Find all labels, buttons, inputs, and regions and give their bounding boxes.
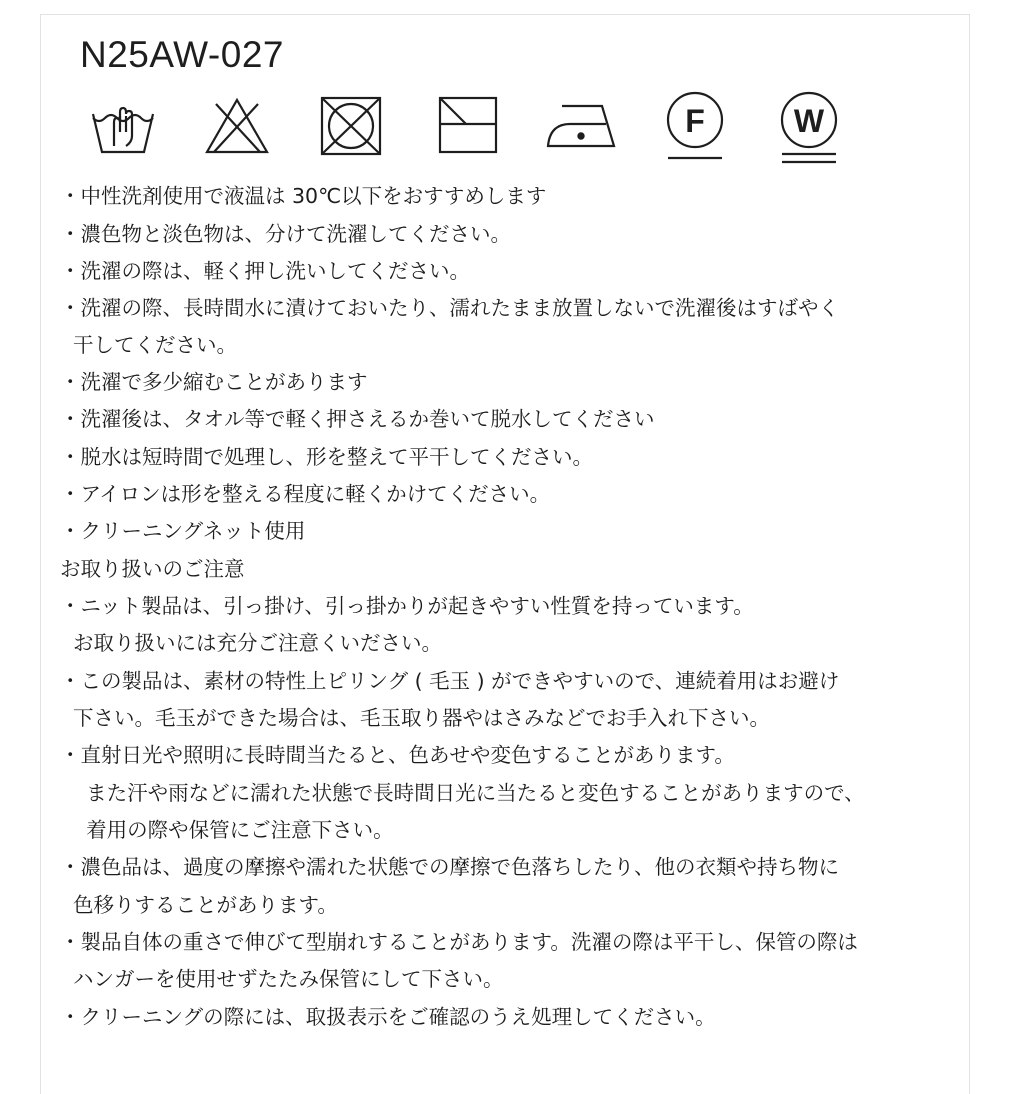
- instruction-line: ・ニット製品は、引っ掛け、引っ掛かりが起きやすい性質を持っています。: [60, 594, 754, 618]
- instruction-line: ・アイロンは形を整える程度に軽くかけてください。: [60, 482, 551, 506]
- instruction-line: また汗や雨などに濡れた状態で長時間日光に当たると変色することがありますので、: [60, 781, 865, 805]
- instruction-line: 着用の際や保管にご注意下さい。: [60, 818, 394, 842]
- iron-low-icon: [544, 100, 620, 152]
- product-code: N25AW-027: [80, 34, 284, 75]
- instruction-line: ・中性洗剤使用で液温は 30℃以下をおすすめします: [60, 184, 547, 208]
- instruction-line: ・濃色品は、過度の摩擦や濡れた状態での摩擦で色落ちしたり、他の衣類や持ち物に: [60, 855, 839, 879]
- instruction-line: ・直射日光や照明に長時間当たると、色あせや変色することがあります。: [60, 743, 735, 767]
- instruction-line: ・製品自体の重さで伸びて型崩れすることがあります。洗濯の際は平干し、保管の際は: [60, 930, 858, 954]
- dry-clean-letter: F: [685, 103, 705, 139]
- instruction-line: ・この製品は、素材の特性上ピリング ( 毛玉 ) ができやすいので、連続着用はお避け: [60, 669, 840, 693]
- instruction-line: お取り扱いには充分ご注意くいださい。: [60, 631, 443, 655]
- instruction-line: ・洗濯の際、長時間水に漬けておいたり、濡れたまま放置しないで洗濯後はすばやく: [60, 296, 839, 320]
- no-tumble-dry-icon: [318, 94, 384, 158]
- instruction-line: ・洗濯の際は、軽く押し洗いしてください。: [60, 259, 470, 283]
- instruction-line: 色移りすることがあります。: [60, 893, 338, 917]
- dry-clean-f-icon: [662, 88, 728, 162]
- instruction-line: ・クリーニングネット使用: [60, 519, 306, 543]
- line-dry-shade-icon: [436, 94, 500, 156]
- section-heading: お取り扱いのご注意: [60, 557, 245, 581]
- instruction-line: ・脱水は短時間で処理し、形を整えて平干してください。: [60, 445, 593, 469]
- wet-clean-w-icon: [776, 88, 842, 166]
- instruction-line: 下さい。毛玉ができた場合は、毛玉取り器やはさみなどでお手入れ下さい。: [60, 706, 771, 730]
- instruction-line: ・洗濯で多少縮むことがあります: [60, 370, 368, 394]
- no-bleach-icon: [204, 96, 270, 156]
- instruction-line: ・濃色物と淡色物は、分けて洗濯してください。: [60, 222, 511, 246]
- hand-wash-30-icon: [90, 92, 156, 158]
- instruction-line: ・クリーニングの際には、取扱表示をご確認のうえ処理してください。: [60, 1005, 716, 1029]
- instruction-line: 干してください。: [60, 333, 238, 357]
- instruction-line: ・洗濯後は、タオル等で軽く押さえるか巻いて脱水してください: [60, 407, 655, 431]
- instruction-line: ハンガーを使用せずたたみ保管にして下さい。: [60, 967, 504, 991]
- wet-clean-letter: W: [793, 103, 825, 139]
